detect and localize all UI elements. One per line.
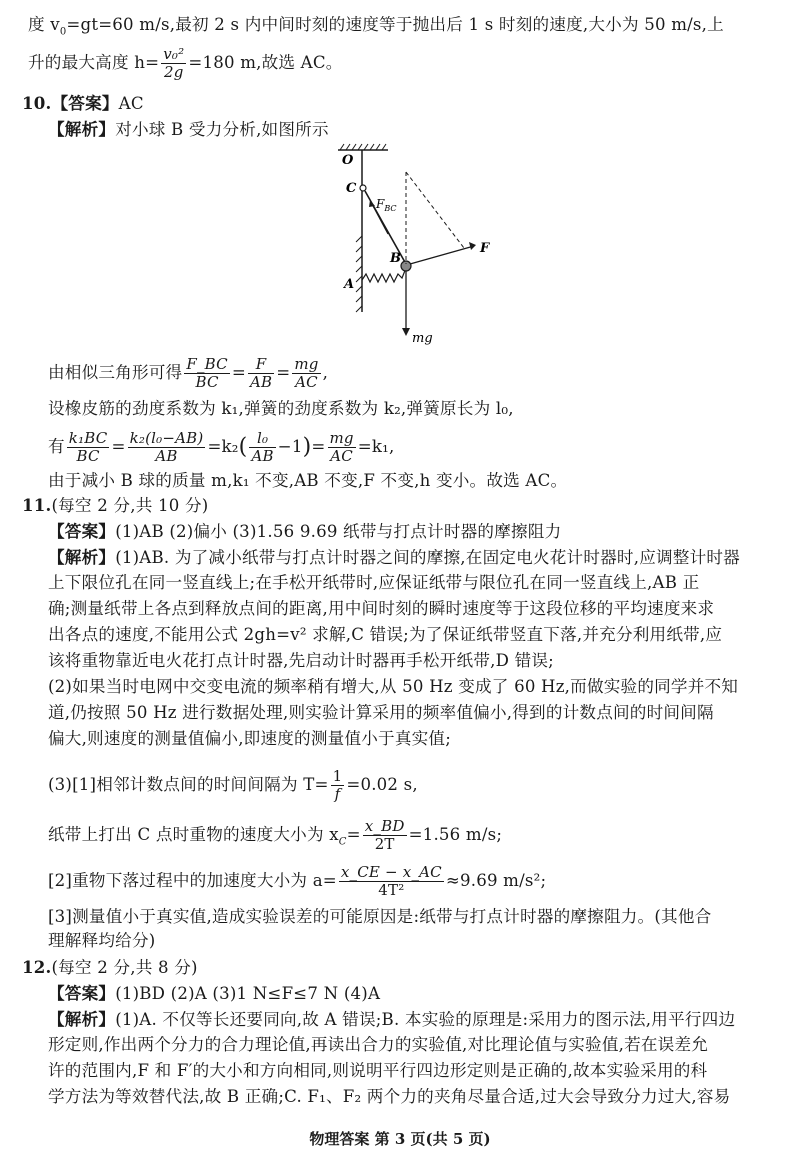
ball-b (401, 261, 411, 271)
text-line: 确;测量纸带上各点到释放点间的距离,用中间时刻的瞬时速度等于这段位移的平均速度来求 (48, 599, 715, 618)
text-segment: −1 (277, 437, 303, 456)
text-line (48, 864, 546, 899)
text-line: [3]测量值小于真实值,造成实验误差的可能原因是:纸带与打点计时器的摩擦阻力。(其他合 (48, 907, 712, 926)
text-segment: =k₁, (357, 437, 395, 456)
question-12-analysis (48, 1008, 735, 1031)
fraction-denominator: BC (76, 447, 100, 465)
text-line: 许的范围内,F 和 F′的大小和方向相同,则说明平行四边形定则是正确的,故本实验采用的科 (48, 1061, 708, 1080)
fraction-denominator: AB (155, 447, 178, 465)
answer-tag: 【答案】 (48, 983, 116, 1003)
fraction (292, 356, 320, 391)
f-arrow (410, 246, 474, 264)
fraction-denominator: AB (251, 447, 274, 465)
text-line: 该将重物靠近电火花打点计时器,先启动计时器再手松开纸带,D 错误; (48, 651, 554, 670)
fraction-numerator: k₁BC (68, 429, 108, 447)
fraction (161, 46, 186, 81)
text-segment: =k₂ (207, 437, 239, 456)
label-c: C (346, 181, 357, 196)
question-number: 12. (22, 957, 52, 977)
question-12-answer (48, 982, 380, 1005)
mg-arrowhead (402, 328, 410, 336)
text-line: 道,仍按照 50 Hz 进行数据处理,则实验计算采用的频率值偏小,得到的计数点间的时间间隔 (48, 703, 714, 722)
fraction-numerator: x_BD (364, 817, 405, 835)
text-segment: =gt=60 m/s,最初 2 s 内中间时刻的速度等于抛出后 1 s 时刻的速度,大小为 50 m/s,上 (66, 15, 724, 34)
text-line: 由于减小 B 球的质量 m,k₁ 不变,AB 不变,F 不变,h 变小。故选 AC。 (48, 471, 568, 490)
fraction-numerator: l₀ (249, 430, 275, 448)
fraction-numerator: x_CE − x_AC (340, 863, 442, 881)
text-segment: =1.56 m/s; (408, 825, 503, 844)
analysis-tag: 【解析】 (48, 1009, 116, 1029)
question-11-header (22, 494, 208, 517)
fraction (248, 356, 274, 391)
question-11-analysis (48, 546, 740, 569)
text-segment: [2]重物下落过程中的加速度大小为 a= (48, 871, 337, 890)
label-b: B (390, 251, 401, 266)
analysis-tag: 【解析】 (48, 119, 116, 139)
score-note: (每空 2 分,共 10 分) (51, 496, 209, 515)
answer-value: (1)BD (2)A (3)1 N≤F≤7 N (4)A (115, 984, 381, 1003)
fraction-numerator: k₂(l₀−AB) (129, 429, 204, 447)
question-12-header (22, 956, 198, 979)
fraction (328, 430, 356, 465)
text-segment: ≈9.69 m/s²; (445, 871, 547, 890)
fraction-numerator: F (248, 356, 274, 374)
text-segment: =0.02 s, (346, 775, 418, 794)
fraction (128, 430, 206, 465)
text-line: 偏大,则速度的测量值偏小,即速度的测量值小于真实值; (48, 729, 451, 748)
text-segment: (3)[1]相邻计数点间的时间间隔为 T= (48, 775, 329, 794)
label-fbc: $F_{BC}$ (376, 197, 397, 213)
answer-tag: 【答案】 (51, 93, 119, 113)
answer-tag: 【答案】 (48, 521, 116, 541)
analysis-text: (1)A. 不仅等长还要同向,故 A 错误;B. 本实验的原理是:采用力的图示法,用平行四边 (115, 1010, 736, 1029)
text-line: 纸带上打出 C 点时重物的速度大小为 $x_C=$ $\frac{x\_BD}{2T}$ =1.56 m/s; (48, 817, 503, 853)
analysis-text: (1)AB. 为了减小纸带与打点计时器之间的摩擦,在固定电火花计时器时,应调整计时器 (115, 548, 740, 567)
text-line: 学方法为等效替代法,故 B 正确;C. F₁、F₂ 两个力的夹角尽量合适,过大会导致分力过大,容易 (48, 1087, 731, 1106)
fraction-denominator: AC (295, 373, 318, 391)
analysis-tag: 【解析】 (48, 547, 116, 567)
text-segment: 由相似三角形可得 (48, 363, 183, 382)
fraction-denominator: f (334, 785, 341, 803)
fraction (331, 768, 345, 803)
text-segment: =180 m,故选 AC。 (188, 53, 343, 72)
fraction-denominator: BC (195, 373, 219, 391)
label-mg: mg (412, 331, 433, 346)
question-10-answer (22, 92, 144, 115)
text-line (48, 768, 418, 803)
fraction (339, 864, 444, 899)
point-c (360, 185, 366, 191)
text-segment: 升的最大高度 h= (28, 53, 160, 72)
answer-value: (1)AB (2)偏小 (3)1.56 9.69 纸带与打点计时器的摩擦阻力 (115, 522, 562, 541)
score-note: (每空 2 分,共 8 分) (51, 958, 198, 977)
text-line (28, 46, 343, 81)
text-line: 形定则,作出两个分力的合力理论值,再读出合力的实验值,对比理论值与实验值,若在误差允 (48, 1035, 709, 1054)
fraction-denominator: AC (330, 447, 353, 465)
wall-hatch (356, 236, 362, 312)
question-11-answer (48, 520, 561, 543)
fraction-denominator: 2T (374, 835, 395, 853)
analysis-text: 对小球 B 受力分析,如图所示 (115, 120, 329, 139)
dashed-diagonal (406, 172, 464, 248)
fraction-numerator: mg (329, 429, 354, 447)
f-arrowhead (469, 242, 476, 250)
text-line: 理解释均给分) (48, 931, 156, 950)
fraction-numerator: 1 (332, 767, 343, 785)
fraction (67, 430, 110, 465)
text-segment: 有 (48, 437, 65, 456)
text-segment: , (322, 363, 329, 382)
fraction (363, 818, 407, 853)
question-number: 10. (22, 93, 52, 113)
text-line: 出各点的速度,不能用公式 2gh=v² 求解,C 错误;为了保证纸带竖直下落,并充分利用纸带,应 (48, 625, 723, 644)
label-a: A (344, 277, 355, 292)
text-line: 上下限位孔在同一竖直线上;在手松开纸带时,应保证纸带与限位孔在同一竖直线上,AB 正 (48, 573, 700, 592)
fraction-numerator: v₀² (163, 45, 185, 63)
question-number: 11. (22, 495, 52, 515)
text-line: (2)如果当时电网中交变电流的频率稍有增大,从 50 Hz 变成了 60 Hz,而做实验的同学并不知 (48, 677, 739, 696)
fraction-numerator: mg (294, 355, 319, 373)
fraction-denominator: AB (249, 373, 273, 391)
page-footer: 物理答案 第 3 页(共 5 页) (309, 1130, 491, 1148)
text-line: 有 $\frac{\text{k₁BC}}{BC}$ = $\frac{\text{k₂(l₀−AB)}}{AB}$ =k₂( $\frac{\text{l₀}}{AB}$ −1)= $\frac{mg}{AC}$ =k₁, (48, 429, 395, 465)
text-segment: 纸带上打出 C 点时重物的速度大小为 x (48, 825, 339, 844)
question-10-analysis (48, 118, 329, 141)
fbc-arrowhead (369, 200, 375, 207)
text-line: 由相似三角形可得 $\frac{F\_BC}{BC}$ = $\frac{F}{AB}$ = $\frac{mg}{AC}$ , (48, 355, 329, 391)
force-diagram (330, 142, 510, 347)
fraction-denominator: 2g (164, 63, 184, 81)
label-f: F (480, 241, 490, 256)
answer-value: AC (118, 94, 144, 113)
fraction-numerator: F_BC (186, 355, 228, 373)
ceiling-hatch (340, 144, 386, 150)
fraction-denominator: 4T² (378, 881, 405, 899)
fraction (249, 430, 275, 465)
fraction (184, 356, 230, 391)
spring (362, 268, 406, 282)
text-line: 设橡皮筋的劲度系数为 k₁,弹簧的劲度系数为 k₂,弹簧原长为 l₀, (48, 399, 514, 418)
text-segment: 度 v (28, 15, 60, 34)
text-line: 度 $v_0=gt=60$ m/s,最初 2 s 内中间时刻的速度等于抛出后 1 s 时刻的速度,大小为 50 m/s,上 (28, 15, 724, 38)
label-o: O (342, 153, 354, 168)
